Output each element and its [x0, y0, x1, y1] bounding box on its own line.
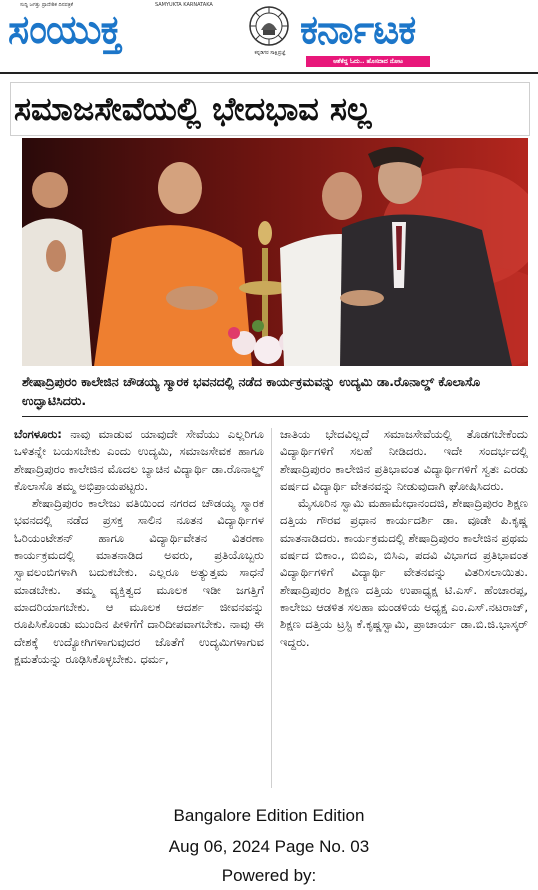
caption-rule: [22, 416, 528, 417]
masthead-title-right: ಕರ್ನಾಟಕ: [300, 7, 416, 53]
powered-by-label: Powered by:: [221, 866, 317, 885]
article-paragraph-4: ಮೈಸೂರಿನ ಸ್ವಾಮಿ ಮಹಾಮೇಧಾನಂದಜಿ, ಶೇಷಾದ್ರಿಪುರಂ ಶಿಕ್ಷಣ ದತ್ತಿಯ ಗೌರವ ಪ್ರಧಾನ ಕಾರ್ಯದರ್ಶಿ ಡಾ. ವೂಡೇ ಪಿ.ಕೃಷ್ಣ ಮಾತನಾಡಿದರು. ಕಾರ್ಯಕ್ರಮದಲ್ಲಿ ಶೇಷಾದ್ರಿಪುರಂ ಕಾಲೇಜಿನ ಪ್ರಥಮ ವರ್ಷದ ಬಿಕಾಂ., ಬಿಬಿಎ, ಬಿಸಿಎ, ಪದವಿ ವಿಭಾಗದ ಪ್ರತಿಭಾವಂತ ವಿದ್ಯಾರ್ಥಿಗಳಿಗೆ ವಿದ್ಯಾರ್ಥಿ ವೇತನವನ್ನು ವಿತರಿಸಲಾಯಿತು. ಶೇಷಾದ್ರಿಪುರಂ ಶಿಕ್ಷಣ ದತ್ತಿಯ ಉಪಾಧ್ಯಕ್ಷ ಟಿ.ಎಸ್. ಹೆಂಚಾರಪ್ಪ, ಕಾಲೇಜು ಆಡಳಿತ ಸಲಹಾ ಮಂಡಳಿಯ ಅಧ್ಯಕ್ಷ ಎಂ.ಎಸ್.ನಟರಾಜ್, ಶಿಕ್ಷಣ ದತ್ತಿಯ ಟ್ರಸ್ಟಿ ಕೆ.ಕೃಷ್ಣಸ್ವಾಮಿ, ಪ್ರಾಚಾರ್ಯ ಡಾ.ಬಿ.ಜಿ.ಭಾಸ್ಕರ್ ಇದ್ದರು.: [280, 496, 528, 649]
article-paragraph-2: ಶೇಷಾದ್ರಿಪುರಂ ಕಾಲೇಜು ವತಿಯಿಂದ ನಗರದ ಚೌಡಯ್ಯ ಸ್ಮಾರಕ ಭವನದಲ್ಲಿ ನಡೆದ ಪ್ರಸಕ್ತ ಸಾಲಿನ ನೂತನ ವಿದ್ಯಾರ್ಥಿಗಳ ಓರಿಯಂಟೇಶನ್ ಹಾಗೂ ವಿದ್ಯಾರ್ಥಿವೇತನ ವಿತರಣಾ ಕಾರ್ಯಕ್ರಮದಲ್ಲಿ ಮಾತನಾಡಿದ ಅವರು, ಪ್ರತಿಯೊಬ್ಬರು ಸ್ವಾವಲಂಬಿಗಳಾಗಿ ಬದುಕಬೇಕು. ಎಲ್ಲರೂ ಅತ್ಯುತ್ತಮ ಸಾಧನೆ ಮಾಡಬೇಕು. ತಮ್ಮ ವ್ಯಕ್ತಿತ್ವದ ಮೂಲಕ ಇಡೀ ಜಗತ್ತಿಗೆ ಮಾದರಿಯಾಗಬೇಕು. ಆ ಮೂಲಕ ಆದರ್ಶ ಜೀವನವನ್ನು ರೂಪಿಸಿಕೊಂಡು ಮುಂದಿನ ಪೀಳಿಗೆಗೆ ದಾರಿದೀಪವಾಗಬೇಕು. ನಾವು ಈ ದೇಶಕ್ಕೆ ಉದ್ಯೋಗಿಗಳಾಗುವುದರ ಜೊತೆಗೆ ಉದ್ಯಮಿಗಳಾಗುವ ಕ್ಷಮತೆಯನ್ನು ರೂಢಿಸಿಕೊಳ್ಳಬೇಕು. ಧರ್ಮ,: [14, 496, 264, 666]
article-headline: ಸಮಾಜಸೇವೆಯಲ್ಲಿ ಭೇದಭಾವ ಸಲ್ಲ: [14, 90, 372, 128]
emblem-caption: ಕನ್ನಡಿಗರ ಸಾಕ್ಷಿಪ್ರಜ್ಞೆ: [254, 50, 286, 56]
emblem-icon: [247, 4, 291, 48]
date-page-label: Aug 06, 2024 Page No. 03: [168, 837, 370, 856]
column-divider: [271, 428, 272, 788]
article-column-right: [280, 426, 528, 651]
masthead-slogan: ಆಶೆಕೆದ್ದ ಓದು.. ಹೊಸದಾದ ನೋಟ: [306, 56, 430, 67]
article-dateline: ಬೆಂಗಳೂರು:: [14, 427, 62, 441]
edition-label: Bangalore Edition Edition: [173, 806, 365, 825]
article-paragraph-1: ನಾವು ಮಾಡುವ ಯಾವುದೇ ಸೇವೆಯು ಎಲ್ಲರಿಗೂ ಒಳಿತನ್ನೇ ಬಯಸಬೇಕು ಎಂದು ಉದ್ಯಮಿ, ಸಮಾಜಸೇವಕ ಹಾಗೂ ಶೇಷಾದ್ರಿಪುರಂ ಕಾಲೇಜಿನ ಮೊದಲ ಬ್ಯಾಚಿನ ವಿದ್ಯಾರ್ಥಿ ಡಾ.ರೊನಾಲ್ಡ್ ಕೊಲಾಸೊ ತಮ್ಮ ಅಭಿಪ್ರಾಯಪಟ್ಟರು.: [14, 427, 265, 493]
masthead-tagline: ಸುದ್ದಿ ಜಗತ್ತು ಪ್ರಾದೇಶಿಕ ದಿನಪತ್ರಿಕೆ: [20, 2, 74, 8]
masthead-title-left: ಸಂಯುಕ್ತ: [8, 7, 121, 53]
masthead-english-name: SAMYUKTA KARNATAKA: [155, 2, 213, 8]
article-photo: [22, 138, 528, 366]
article-paragraph-3: ಜಾತಿಯ ಭೇದವಿಲ್ಲದೆ ಸಮಾಜಸೇವೆಯಲ್ಲಿ ತೊಡಗಬೇಕೆಂದು ವಿದ್ಯಾರ್ಥಿಗಳಿಗೆ ಸಲಹೆ ನೀಡಿದರು. ಇದೇ ಸಂದರ್ಭದಲ್ಲಿ ಶೇಷಾದ್ರಿಪುರಂ ಕಾಲೇಜಿನ ಪ್ರತಿಭಾವಂತ ವಿದ್ಯಾರ್ಥಿಗಳಿಗೆ ಸ್ವತಃ ಎರಡು ವರ್ಷದ ವಿದ್ಯಾರ್ಥಿ ವೇತನವನ್ನು ನೀಡುವುದಾಗಿ ಘೋಷಿಸಿದರು.: [280, 427, 528, 493]
masthead-rule: [0, 72, 538, 74]
masthead: [0, 0, 538, 72]
photo-caption: ಶೇಷಾದ್ರಿಪುರಂ ಕಾಲೇಜಿನ ಚೌಡಯ್ಯ ಸ್ಮಾರಕ ಭವನದಲ್ಲಿ ನಡೆದ ಕಾರ್ಯಕ್ರಮವನ್ನು ಉದ್ಯಮಿ ಡಾ.ರೊನಾಲ್ಡ್ ಕೊಲಾಸೊ ಉದ್ಘಾಟಿಸಿದರು.: [22, 374, 481, 408]
article-column-left: [14, 426, 264, 668]
